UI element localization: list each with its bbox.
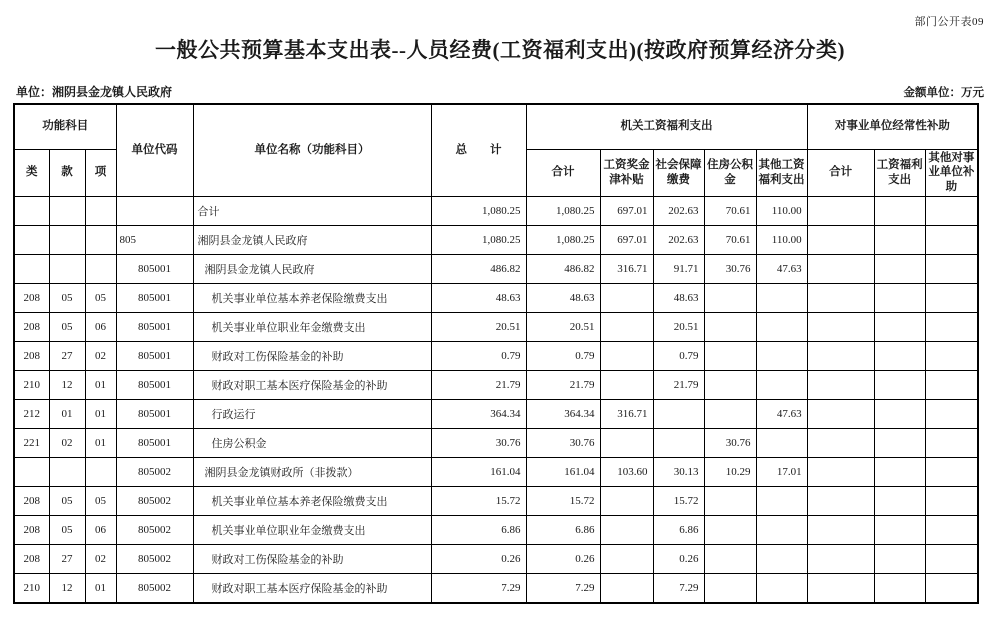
cell-grand-total: 161.04 xyxy=(431,458,526,487)
table-row xyxy=(14,371,978,400)
cell-section-code xyxy=(49,226,85,255)
cell-inst-other-subsidy xyxy=(925,284,978,313)
cell-wage-bonus-allowance xyxy=(600,371,653,400)
cell-inst-total xyxy=(807,574,874,603)
cell-unit-name: 合计 xyxy=(193,197,431,226)
cell-inst-other-subsidy xyxy=(925,255,978,284)
cell-section-code xyxy=(49,255,85,284)
cell-unit-code: 805002 xyxy=(116,516,193,545)
cell-inst-wage-welfare xyxy=(874,429,925,458)
header-inst-other-subsidy: 其他对事业单位补助 xyxy=(925,149,978,197)
cell-class-code: 210 xyxy=(14,371,49,400)
cell-inst-other-subsidy xyxy=(925,545,978,574)
cell-org-total: 1,080.25 xyxy=(526,226,600,255)
cell-wage-bonus-allowance xyxy=(600,487,653,516)
cell-social-security: 21.79 xyxy=(653,371,704,400)
cell-wage-bonus-allowance: 697.01 xyxy=(600,197,653,226)
cell-item-code: 05 xyxy=(85,284,116,313)
cell-class-code: 208 xyxy=(14,487,49,516)
cell-social-security: 91.71 xyxy=(653,255,704,284)
cell-inst-other-subsidy xyxy=(925,400,978,429)
cell-item-code: 01 xyxy=(85,429,116,458)
cell-class-code xyxy=(14,197,49,226)
cell-unit-code: 805001 xyxy=(116,342,193,371)
cell-other-wage-welfare xyxy=(756,574,807,603)
header-other-wage-welfare: 其他工资福利支出 xyxy=(756,149,807,197)
cell-unit-code: 805001 xyxy=(116,371,193,400)
cell-social-security: 202.63 xyxy=(653,226,704,255)
cell-class-code: 208 xyxy=(14,313,49,342)
table-row xyxy=(14,400,978,429)
cell-inst-other-subsidy xyxy=(925,574,978,603)
cell-housing-fund: 30.76 xyxy=(704,255,756,284)
cell-org-total: 21.79 xyxy=(526,371,600,400)
cell-section-code: 05 xyxy=(49,313,85,342)
cell-unit-code: 805002 xyxy=(116,545,193,574)
cell-wage-bonus-allowance xyxy=(600,545,653,574)
cell-grand-total: 486.82 xyxy=(431,255,526,284)
budget-table xyxy=(13,103,979,604)
cell-inst-wage-welfare xyxy=(874,255,925,284)
cell-grand-total: 1,080.25 xyxy=(431,226,526,255)
cell-inst-total xyxy=(807,197,874,226)
cell-unit-name: 财政对工伤保险基金的补助 xyxy=(193,545,431,574)
header-inst-total: 合计 xyxy=(807,149,874,197)
cell-org-total: 20.51 xyxy=(526,313,600,342)
cell-unit-name: 机关事业单位职业年金缴费支出 xyxy=(193,516,431,545)
cell-item-code xyxy=(85,197,116,226)
cell-section-code: 02 xyxy=(49,429,85,458)
header-inst-wage-welfare: 工资福利支出 xyxy=(874,149,925,197)
cell-unit-code: 805002 xyxy=(116,574,193,603)
cell-item-code: 01 xyxy=(85,400,116,429)
cell-inst-wage-welfare xyxy=(874,574,925,603)
cell-housing-fund xyxy=(704,487,756,516)
cell-section-code xyxy=(49,197,85,226)
cell-unit-name: 湘阴县金龙镇财政所（非拨款） xyxy=(193,458,431,487)
cell-inst-total xyxy=(807,226,874,255)
cell-unit-name: 财政对工伤保险基金的补助 xyxy=(193,342,431,371)
cell-section-code: 05 xyxy=(49,284,85,313)
cell-inst-total xyxy=(807,487,874,516)
cell-class-code: 208 xyxy=(14,516,49,545)
cell-grand-total: 15.72 xyxy=(431,487,526,516)
cell-class-code: 221 xyxy=(14,429,49,458)
cell-other-wage-welfare xyxy=(756,313,807,342)
cell-unit-name: 财政对职工基本医疗保险基金的补助 xyxy=(193,371,431,400)
cell-section-code: 12 xyxy=(49,371,85,400)
table-row xyxy=(14,487,978,516)
cell-unit-name: 湘阴县金龙镇人民政府 xyxy=(193,255,431,284)
cell-unit-code: 805001 xyxy=(116,255,193,284)
cell-section-code: 27 xyxy=(49,342,85,371)
header-unit-code: 单位代码 xyxy=(116,104,193,197)
cell-section-code: 01 xyxy=(49,400,85,429)
cell-item-code: 02 xyxy=(85,545,116,574)
cell-other-wage-welfare: 47.63 xyxy=(756,400,807,429)
cell-wage-bonus-allowance: 103.60 xyxy=(600,458,653,487)
header-housing-fund: 住房公积金 xyxy=(704,149,756,197)
cell-org-total: 486.82 xyxy=(526,255,600,284)
cell-item-code xyxy=(85,255,116,284)
cell-inst-total xyxy=(807,458,874,487)
header-institution-subsidy-group: 对事业单位经常性补助 xyxy=(807,104,978,149)
cell-org-total: 6.86 xyxy=(526,516,600,545)
cell-class-code: 210 xyxy=(14,574,49,603)
cell-wage-bonus-allowance: 316.71 xyxy=(600,255,653,284)
cell-section-code: 05 xyxy=(49,487,85,516)
cell-unit-code: 805002 xyxy=(116,487,193,516)
cell-wage-bonus-allowance xyxy=(600,429,653,458)
header-grand-total: 总 计 xyxy=(431,104,526,197)
page-title: 一般公共预算基本支出表--人员经费(工资福利支出)(按政府预算经济分类) xyxy=(155,38,845,62)
cell-social-security: 30.13 xyxy=(653,458,704,487)
table-row xyxy=(14,313,978,342)
cell-item-code: 02 xyxy=(85,342,116,371)
header-class: 类 xyxy=(14,149,49,197)
cell-item-code xyxy=(85,458,116,487)
cell-inst-total xyxy=(807,516,874,545)
cell-org-total: 48.63 xyxy=(526,284,600,313)
cell-other-wage-welfare xyxy=(756,516,807,545)
cell-social-security: 0.26 xyxy=(653,545,704,574)
cell-org-total: 15.72 xyxy=(526,487,600,516)
cell-inst-total xyxy=(807,371,874,400)
cell-inst-total xyxy=(807,284,874,313)
cell-item-code: 01 xyxy=(85,574,116,603)
cell-item-code: 05 xyxy=(85,487,116,516)
cell-unit-name: 机关事业单位基本养老保险缴费支出 xyxy=(193,487,431,516)
cell-unit-name: 财政对职工基本医疗保险基金的补助 xyxy=(193,574,431,603)
cell-social-security: 0.79 xyxy=(653,342,704,371)
cell-unit-name: 机关事业单位基本养老保险缴费支出 xyxy=(193,284,431,313)
doc-number: 部门公开表09 xyxy=(914,16,984,28)
cell-section-code xyxy=(49,458,85,487)
cell-other-wage-welfare xyxy=(756,342,807,371)
cell-item-code: 06 xyxy=(85,516,116,545)
cell-inst-other-subsidy xyxy=(925,313,978,342)
cell-inst-other-subsidy xyxy=(925,197,978,226)
table-row xyxy=(14,255,978,284)
header-item: 项 xyxy=(85,149,116,197)
cell-grand-total: 0.26 xyxy=(431,545,526,574)
table-row xyxy=(14,545,978,574)
cell-class-code xyxy=(14,458,49,487)
cell-org-total: 0.79 xyxy=(526,342,600,371)
cell-housing-fund xyxy=(704,545,756,574)
cell-inst-total xyxy=(807,400,874,429)
cell-grand-total: 0.79 xyxy=(431,342,526,371)
cell-unit-code: 805002 xyxy=(116,458,193,487)
header-wage-bonus-allowance: 工资奖金津补贴 xyxy=(600,149,653,197)
cell-grand-total: 21.79 xyxy=(431,371,526,400)
cell-social-security: 15.72 xyxy=(653,487,704,516)
cell-class-code: 208 xyxy=(14,284,49,313)
cell-inst-total xyxy=(807,545,874,574)
cell-wage-bonus-allowance xyxy=(600,516,653,545)
table-row xyxy=(14,516,978,545)
table-row xyxy=(14,342,978,371)
header-func-subject: 功能科目 xyxy=(14,104,116,149)
cell-org-total: 7.29 xyxy=(526,574,600,603)
cell-org-total: 364.34 xyxy=(526,400,600,429)
cell-social-security: 7.29 xyxy=(653,574,704,603)
cell-unit-name: 住房公积金 xyxy=(193,429,431,458)
cell-inst-wage-welfare xyxy=(874,313,925,342)
cell-housing-fund: 30.76 xyxy=(704,429,756,458)
cell-other-wage-welfare xyxy=(756,284,807,313)
cell-section-code: 12 xyxy=(49,574,85,603)
table-row xyxy=(14,429,978,458)
cell-other-wage-welfare: 17.01 xyxy=(756,458,807,487)
cell-housing-fund xyxy=(704,574,756,603)
cell-other-wage-welfare xyxy=(756,545,807,574)
cell-wage-bonus-allowance: 697.01 xyxy=(600,226,653,255)
cell-wage-bonus-allowance xyxy=(600,574,653,603)
cell-housing-fund xyxy=(704,371,756,400)
cell-wage-bonus-allowance xyxy=(600,342,653,371)
cell-other-wage-welfare xyxy=(756,429,807,458)
cell-other-wage-welfare: 110.00 xyxy=(756,197,807,226)
cell-social-security: 20.51 xyxy=(653,313,704,342)
cell-inst-wage-welfare xyxy=(874,226,925,255)
cell-grand-total: 364.34 xyxy=(431,400,526,429)
cell-unit-name: 机关事业单位职业年金缴费支出 xyxy=(193,313,431,342)
table-row xyxy=(14,197,978,226)
cell-class-code xyxy=(14,255,49,284)
cell-inst-wage-welfare xyxy=(874,487,925,516)
unit-label: 单位：湘阴县金龙镇人民政府 xyxy=(16,85,173,99)
cell-housing-fund xyxy=(704,313,756,342)
table-row xyxy=(14,458,978,487)
cell-inst-wage-welfare xyxy=(874,342,925,371)
cell-grand-total: 7.29 xyxy=(431,574,526,603)
cell-unit-code: 805001 xyxy=(116,284,193,313)
header-org-wage-group: 机关工资福利支出 xyxy=(526,104,807,149)
cell-org-total: 30.76 xyxy=(526,429,600,458)
header-org-total: 合计 xyxy=(526,149,600,197)
cell-org-total: 1,080.25 xyxy=(526,197,600,226)
cell-org-total: 0.26 xyxy=(526,545,600,574)
cell-unit-name: 行政运行 xyxy=(193,400,431,429)
cell-inst-total xyxy=(807,342,874,371)
cell-unit-code xyxy=(116,197,193,226)
table-header xyxy=(14,104,978,197)
cell-inst-total xyxy=(807,313,874,342)
cell-inst-total xyxy=(807,255,874,284)
cell-unit-code: 805 xyxy=(116,226,193,255)
cell-inst-other-subsidy xyxy=(925,226,978,255)
cell-housing-fund xyxy=(704,284,756,313)
cell-unit-code: 805001 xyxy=(116,400,193,429)
table-row xyxy=(14,574,978,603)
header-social-security: 社会保障缴费 xyxy=(653,149,704,197)
cell-housing-fund xyxy=(704,342,756,371)
cell-inst-wage-welfare xyxy=(874,284,925,313)
cell-grand-total: 1,080.25 xyxy=(431,197,526,226)
cell-org-total: 161.04 xyxy=(526,458,600,487)
cell-wage-bonus-allowance xyxy=(600,313,653,342)
cell-social-security: 6.86 xyxy=(653,516,704,545)
cell-item-code: 06 xyxy=(85,313,116,342)
cell-social-security xyxy=(653,429,704,458)
cell-grand-total: 48.63 xyxy=(431,284,526,313)
cell-wage-bonus-allowance: 316.71 xyxy=(600,400,653,429)
table-row xyxy=(14,226,978,255)
cell-grand-total: 6.86 xyxy=(431,516,526,545)
cell-social-security: 202.63 xyxy=(653,197,704,226)
cell-inst-wage-welfare xyxy=(874,400,925,429)
cell-class-code: 208 xyxy=(14,342,49,371)
cell-other-wage-welfare: 110.00 xyxy=(756,226,807,255)
cell-class-code xyxy=(14,226,49,255)
cell-grand-total: 30.76 xyxy=(431,429,526,458)
cell-grand-total: 20.51 xyxy=(431,313,526,342)
amount-unit-label: 金额单位：万元 xyxy=(903,87,984,99)
cell-item-code: 01 xyxy=(85,371,116,400)
cell-inst-other-subsidy xyxy=(925,429,978,458)
header-section: 款 xyxy=(49,149,85,197)
cell-inst-wage-welfare xyxy=(874,197,925,226)
cell-social-security: 48.63 xyxy=(653,284,704,313)
cell-inst-other-subsidy xyxy=(925,458,978,487)
header-unit-name: 单位名称（功能科目） xyxy=(193,104,431,197)
cell-housing-fund xyxy=(704,400,756,429)
cell-other-wage-welfare xyxy=(756,371,807,400)
cell-section-code: 27 xyxy=(49,545,85,574)
cell-inst-total xyxy=(807,429,874,458)
cell-unit-code: 805001 xyxy=(116,429,193,458)
cell-social-security xyxy=(653,400,704,429)
cell-inst-wage-welfare xyxy=(874,458,925,487)
table-body xyxy=(14,197,978,603)
cell-class-code: 212 xyxy=(14,400,49,429)
cell-other-wage-welfare: 47.63 xyxy=(756,255,807,284)
cell-item-code xyxy=(85,226,116,255)
table-row xyxy=(14,284,978,313)
cell-unit-name: 湘阴县金龙镇人民政府 xyxy=(193,226,431,255)
cell-wage-bonus-allowance xyxy=(600,284,653,313)
cell-inst-other-subsidy xyxy=(925,516,978,545)
cell-unit-code: 805001 xyxy=(116,313,193,342)
cell-other-wage-welfare xyxy=(756,487,807,516)
cell-housing-fund: 70.61 xyxy=(704,197,756,226)
cell-housing-fund xyxy=(704,516,756,545)
cell-section-code: 05 xyxy=(49,516,85,545)
cell-housing-fund: 70.61 xyxy=(704,226,756,255)
cell-inst-other-subsidy xyxy=(925,342,978,371)
cell-class-code: 208 xyxy=(14,545,49,574)
cell-inst-wage-welfare xyxy=(874,516,925,545)
cell-inst-other-subsidy xyxy=(925,487,978,516)
cell-inst-other-subsidy xyxy=(925,371,978,400)
cell-inst-wage-welfare xyxy=(874,545,925,574)
cell-inst-wage-welfare xyxy=(874,371,925,400)
cell-housing-fund: 10.29 xyxy=(704,458,756,487)
